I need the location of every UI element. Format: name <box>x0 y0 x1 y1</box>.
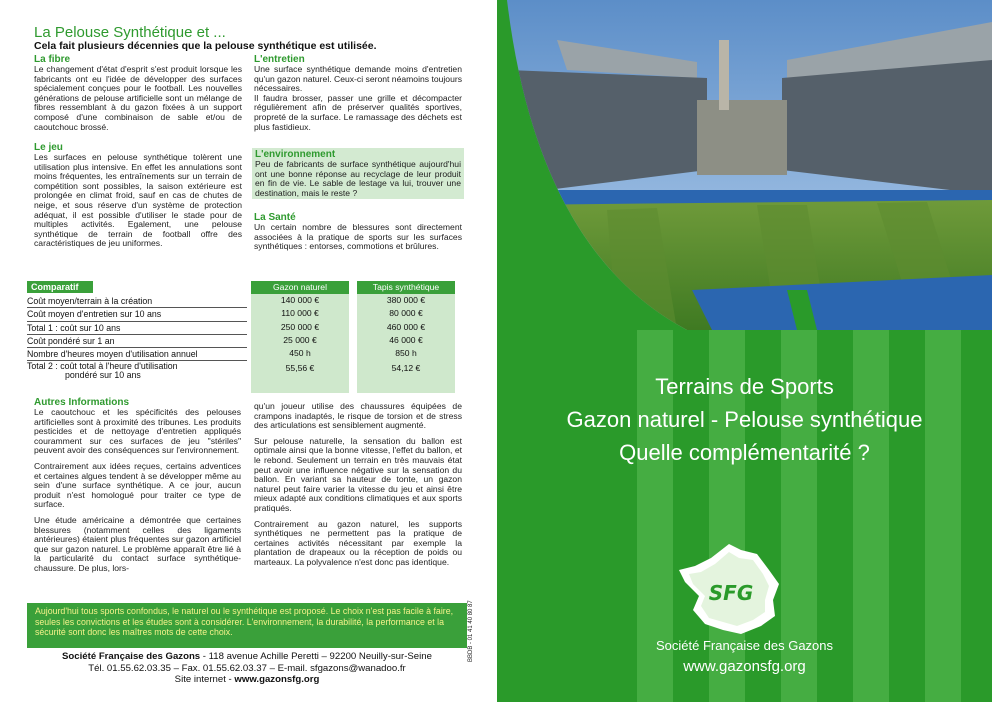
table-cell: 850 h <box>395 348 417 359</box>
table-row-label-last <box>27 361 247 379</box>
table-cell: 380 000 € <box>386 295 426 305</box>
autres-p1: Le caoutchouc et les spécificités des pelouses artificielles sont à proximité des tribunes. Les produits pesticides et de nettoyage d'entretien appliqués couramment sur ces surfaces de jeu "stériles" peuvent avoir des conséquences sur l'environnement. <box>34 407 241 456</box>
entretien-title: L'entretien <box>254 54 305 65</box>
vertical-print-code: BBDB - 01 41 40 80 87 <box>468 600 474 662</box>
cover-page <box>497 0 992 702</box>
autres-p6: Contrairement au gazon naturel, les supports synthétiques ne permettent pas la pratique de certaines activités nécessitant par exemple la plantation de drapeaux ou la réception de poids ou marteaux. La polyvalence n'est donc pas identique. <box>254 518 462 567</box>
comparatif-label: Comparatif <box>27 281 93 293</box>
cover-title <box>497 370 992 469</box>
contact-address: - 118 avenue Achille Peretti – 92200 Neuilly-sur-Seine <box>200 651 432 662</box>
table-cell: 55,56 € <box>285 363 315 374</box>
cover-org: Société Française des Gazons <box>655 638 834 653</box>
autres-p3: Une étude américaine a démontrée que certaines blessures (notamment celles des ligaments antérieures) étaient plus fréquentes sur gazon artificiel que sur gazon naturel. Le problème apparaît être lié à la particularité du contact surface synthétique-chaussure. De plus, lors- <box>34 514 241 573</box>
contact-line-1 <box>27 651 467 663</box>
fibre-text: Le changement d'état d'esprit s'est produit lorsque les fabricants ont eu l'idée de développer des surfaces spécialement conçues pour le football. Les nouvelles générations de pelouse artificielle sont un mélange de fibres ressemblant à du gazon fixées à un support composé d'une combinaison de sable et/ou de caoutchouc brossé. <box>34 64 242 132</box>
autres-section-col1 <box>34 397 241 574</box>
cover-title-line-3: Quelle complémentarité ? <box>619 440 870 465</box>
sante-title: La Santé <box>254 212 296 223</box>
contact-block <box>27 651 467 686</box>
col-header-naturel: Gazon naturel <box>251 281 349 294</box>
entretien-section <box>254 54 462 132</box>
sante-section <box>254 212 462 252</box>
last-label-line-2: pondéré sur 10 ans <box>65 369 141 380</box>
table-row-label: Total 1 : coût sur 10 ans <box>27 322 247 335</box>
autres-p4: qu'un joueur utilise des chaussures équipées de crampons inadaptés, le risque de torsion et de stress des articulations est sensiblement augmenté. <box>254 401 462 431</box>
table-row-label: Coût moyen d'entretien sur 10 ans <box>27 308 247 321</box>
stadium-photo <box>497 0 992 330</box>
last-label-line-1: Total 2 : coût total à l'heure d'utilisation <box>27 361 178 372</box>
page-title: La Pelouse Synthétique et ... <box>34 24 226 41</box>
fibre-title: La fibre <box>34 54 71 65</box>
autres-title: Autres Informations <box>34 397 130 408</box>
entretien-text-2: Il faudra brosser, passer une grille et décompacter régulièrement afin de préserver qualités sportives, propreté de la surface. Le ramassage des déchets est plus fastidieux. <box>254 92 462 132</box>
environnement-title: L'environnement <box>255 149 336 160</box>
contact-site-prefix: Site internet - <box>174 674 235 685</box>
cover-title-line-1: Terrains de Sports <box>655 374 834 399</box>
autres-p2: Contrairement aux idées reçues, certains adventices et certaines algues tendent à se développer même au sein d'une surface synthétique. A ce jour, aucun produit n'est homologué pour traiter ce type de surface. <box>34 460 241 510</box>
jeu-section <box>34 142 242 249</box>
table-cell: 450 h <box>289 348 311 359</box>
table-cell: 460 000 € <box>386 321 426 332</box>
contact-site-link[interactable]: www.gazonsfg.org <box>234 674 320 685</box>
table-row-label: Nombre d'heures moyen d'utilisation annuel <box>27 348 247 361</box>
fibre-section <box>34 54 242 132</box>
autres-section-col2 <box>254 402 462 568</box>
table-cell: 140 000 € <box>280 295 320 305</box>
jeu-text: Les surfaces en pelouse synthétique tolèrent une utilisation plus intensive. En effet les annulations sont moins fréquentes, les entraînements sur un terrain de compétition sont possibles, la saison extérieure est prolongée en climat froid, sauf en cas de chutes de neige, et sous réserve d'un système de protection adéquat, il est possible d'utiliser le stade pour de multiples activités. Egalement, une pelouse synthétique de terrain de football offre des caractéristiques de jeu uniformes. <box>34 152 242 249</box>
sante-text: Un certain nombre de blessures sont directement associées à la pratique de sports sur les surfaces synthétiques : entorses, commotions et brûlures. <box>254 222 462 252</box>
table-row-label: Coût pondéré sur 1 an <box>27 335 247 348</box>
gazon-naturel-column <box>251 281 349 393</box>
table-row-label: Coût moyen/terrain à la création <box>27 295 247 308</box>
jeu-title: Le jeu <box>34 142 63 153</box>
contact-phone: Tél. 01.55.62.03.35 – Fax. 01.55.62.03.37 – E-mail. sfgazons@wanadoo.fr <box>88 662 406 674</box>
sfg-logo <box>671 540 791 640</box>
table-cell: 80 000 € <box>389 308 423 319</box>
table-cell: 250 000 € <box>280 321 320 332</box>
contact-line-3 <box>27 674 467 686</box>
tapis-synthetique-column <box>357 281 455 393</box>
table-cell: 110 000 € <box>281 308 319 319</box>
comparatif-row-labels <box>27 295 247 379</box>
page-subtitle: Cela fait plusieurs décennies que la pelouse synthétique est utilisée. <box>34 40 377 52</box>
autres-p5: Sur pelouse naturelle, la sensation du ballon est optimale ainsi que la bonne vitesse, l'effet du ballon, et le rebond. Seulement un terrain en très mauvais état peut avoir une influence négative sur la sensation du ballon. En variant sa hauteur de tonte, un gazon naturel peut faire varier la vitesse du jeu et ainsi être mieux adapté aux conditions climatiques et aux sports pratiqués. <box>254 435 462 513</box>
table-cell: 54,12 € <box>391 363 421 374</box>
environnement-section <box>252 148 464 199</box>
entretien-text-1: Une surface synthétique demande moins d'entretien qu'un gazon naturel. Ceux-ci seront néamoins toujours nécessaires. <box>254 64 463 94</box>
cover-website[interactable]: www.gazonsfg.org <box>683 658 806 675</box>
table-cell: 46 000 € <box>389 334 423 345</box>
environnement-text: Peu de fabricants de surface synthétique aujourd'hui ont une bonne réponse au recyclage de leur produit en fin de vie. Le sable de lestage va lui, trouver une destination, mais le reste ? <box>255 159 461 198</box>
table-cell: 25 000 € <box>283 334 317 345</box>
summary-box: Aujourd'hui tous sports confondus, le naturel ou le synthétique est proposé. Le choix n'est pas facile à faire, seules les convictions et les études sont à considérer. L'environnement, la durabilité, la performance et la sécurité sont donc les maîtres mots de cette choix. <box>27 603 467 648</box>
sfg-logo-text: SFG <box>708 581 754 605</box>
col-header-synthetique: Tapis synthétique <box>357 281 455 294</box>
left-page <box>0 0 492 702</box>
contact-org: Société Française des Gazons <box>62 651 201 662</box>
cover-title-line-2: Gazon naturel - Pelouse synthétique <box>566 407 923 432</box>
